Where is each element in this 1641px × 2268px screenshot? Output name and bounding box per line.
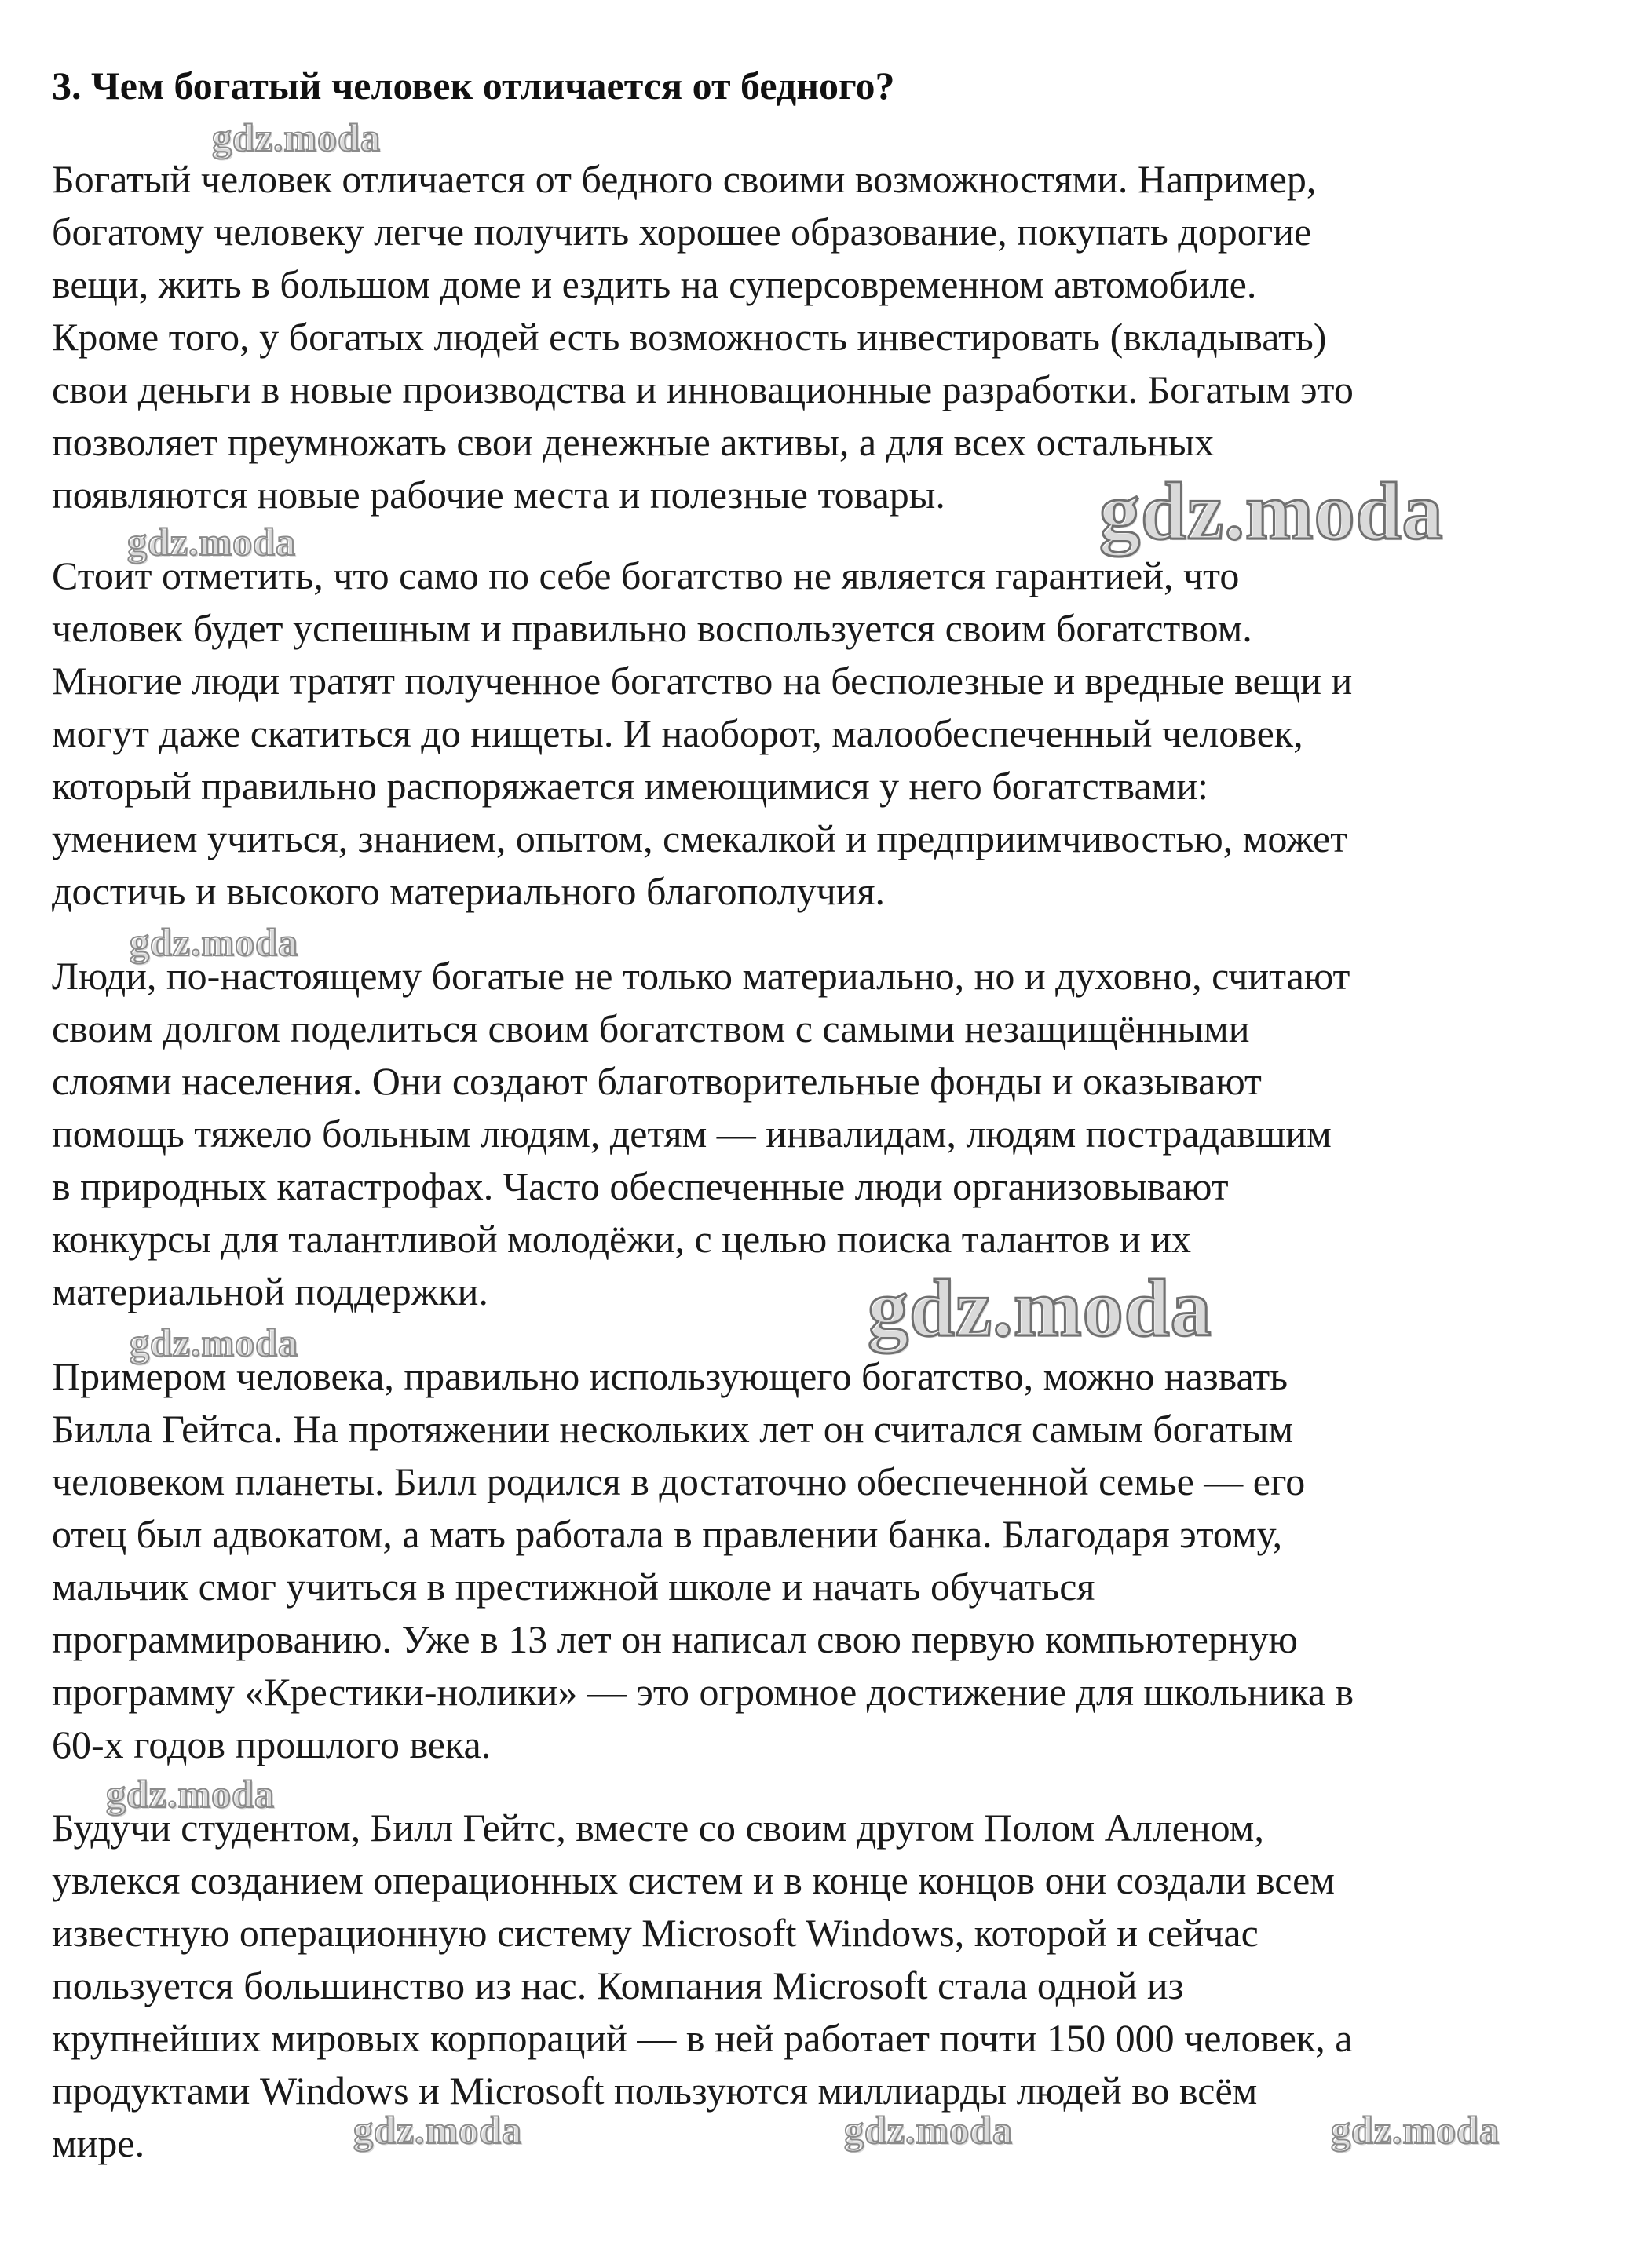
- text-line: появляются новые рабочие места и полезные товары.: [52, 473, 945, 517]
- watermark-logo: gdz.moda: [1331, 2108, 1500, 2152]
- text-line: крупнейших мировых корпораций — в ней работает почти 150 000 человек, а: [52, 2016, 1353, 2060]
- text-line: Люди, по-настоящему богатые не только материально, но и духовно, считают: [52, 954, 1350, 998]
- paragraph-4: [52, 1350, 1599, 1771]
- text-line: достичь и высокого материального благополучия.: [52, 869, 886, 913]
- text-line: отец был адвокатом, а мать работала в правлении банка. Благодаря этому,: [52, 1512, 1283, 1556]
- text-line: Примером человека, правильно использующего богатство, можно назвать: [52, 1354, 1288, 1398]
- text-line: пользуется большинство из нас. Компания Microsoft стала одной из: [52, 1963, 1184, 2007]
- text-line: богатому человеку легче получить хорошее образование, покупать дорогие: [52, 210, 1312, 254]
- text-line: 60-х годов прошлого века.: [52, 1722, 492, 1766]
- text-line: конкурсы для талантливой молодёжи, с целью поиска талантов и их: [52, 1217, 1192, 1261]
- watermark-logo: gdz.moda: [130, 920, 298, 964]
- text-line: Многие люди тратят полученное богатство на бесполезные и вредные вещи и: [52, 659, 1353, 703]
- text-line: могут даже скатиться до нищеты. И наоборот, малообеспеченный человек,: [52, 711, 1303, 755]
- text-line: слоями населения. Они создают благотворительные фонды и оказывают: [52, 1059, 1262, 1103]
- text-line: человек будет успешным и правильно воспользуется своим богатством.: [52, 606, 1252, 650]
- text-line: материальной поддержки.: [52, 1269, 488, 1313]
- paragraph-2: [52, 550, 1599, 918]
- text-line: увлекся созданием операционных систем и в конце концов они создали всем: [52, 1858, 1335, 1902]
- text-line: Билла Гейтса. На протяжении нескольких лет он считался самым богатым: [52, 1407, 1294, 1451]
- watermark-logo: gdz.moda: [1099, 466, 1444, 557]
- paragraph-1: [52, 153, 1599, 521]
- paragraph-5: [52, 1802, 1599, 2170]
- text-line: Кроме того, у богатых людей есть возможность инвестировать (вкладывать): [52, 315, 1327, 359]
- text-line: который правильно распоряжается имеющимися у него богатствами:: [52, 764, 1208, 808]
- text-line: в природных катастрофах. Часто обеспеченные люди организовывают: [52, 1164, 1229, 1208]
- watermark-logo: gdz.moda: [212, 115, 381, 159]
- text-line: Будучи студентом, Билл Гейтс, вместе со своим другом Полом Алленом,: [52, 1806, 1264, 1850]
- watermark-logo: gdz.moda: [106, 1772, 275, 1816]
- text-line: вещи, жить в большом доме и ездить на суперсовременном автомобиле.: [52, 262, 1257, 306]
- text-line: Стоит отметить, что само по себе богатство не является гарантией, что: [52, 553, 1240, 597]
- watermark-logo: gdz.moda: [127, 520, 296, 564]
- text-line: свои деньги в новые производства и инновационные разработки. Богатым это: [52, 367, 1354, 411]
- text-line: помощь тяжело больным людям, детям — инвалидам, людям пострадавшим: [52, 1112, 1332, 1156]
- watermark-logo: gdz.moda: [353, 2108, 522, 2152]
- watermark-logo: gdz.moda: [844, 2108, 1013, 2152]
- text-line: мальчик смог учиться в престижной школе и начать обучаться: [52, 1565, 1095, 1609]
- text-line: программу «Крестики-нолики» — это огромное достижение для школьника в: [52, 1670, 1354, 1714]
- text-line: своим долгом поделиться своим богатством с самыми незащищёнными: [52, 1006, 1250, 1050]
- watermark-logo: gdz.moda: [868, 1263, 1212, 1353]
- text-line: известную операционную систему Microsoft Windows, которой и сейчас: [52, 1911, 1259, 1955]
- question-heading: 3. Чем богатый человек отличается от бедного?: [52, 64, 895, 108]
- text-line: Богатый человек отличается от бедного своими возможностями. Например,: [52, 157, 1317, 201]
- text-line: программированию. Уже в 13 лет он написал свою первую компьютерную: [52, 1617, 1299, 1661]
- text-line: позволяет преумножать свои денежные активы, а для всех остальных: [52, 420, 1215, 464]
- text-line: продуктами Windows и Microsoft пользуются миллиарды людей во всём: [52, 2069, 1258, 2113]
- watermark-logo: gdz.moda: [130, 1320, 298, 1364]
- text-line: человеком планеты. Билл родился в достаточно обеспеченной семье — его: [52, 1459, 1306, 1503]
- text-line: мире.: [52, 2121, 145, 2165]
- text-line: умением учиться, знанием, опытом, смекалкой и предприимчивостью, может: [52, 816, 1348, 860]
- paragraph-3: [52, 950, 1599, 1318]
